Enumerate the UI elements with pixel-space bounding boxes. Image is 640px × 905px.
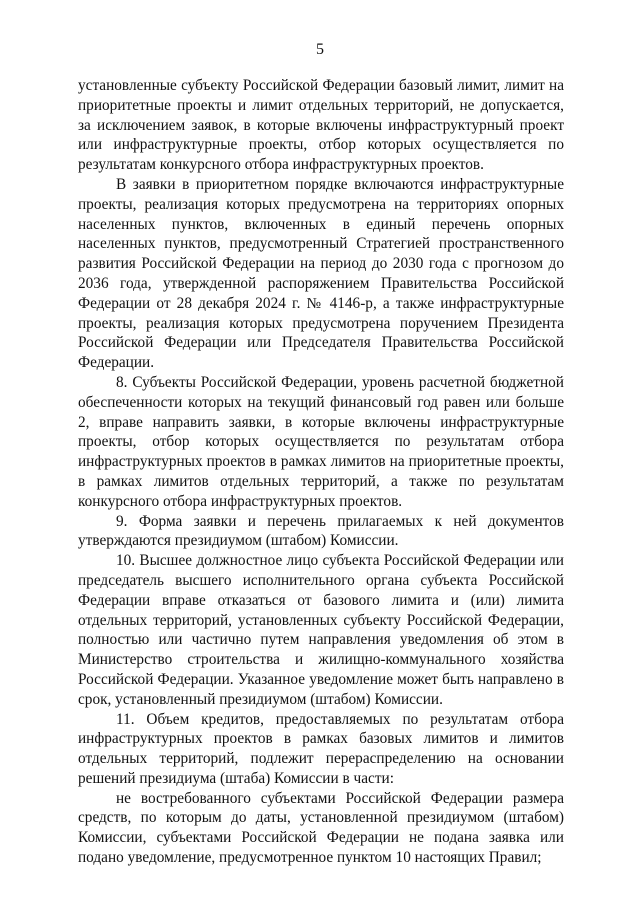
paragraph-item-9: 9. Форма заявки и перечень прилагаемых к ней документов утверждаются президиумом (штабом) Комиссии. [78, 512, 564, 550]
paragraph-item-10: 10. Высшее должностное лицо субъекта Российской Федерации или председатель высшего исполнительного органа субъекта Российской Федерации вправе отказаться от базового лимита и (или) лимита отдельных территорий, установленных субъекту Российской Федерации, полностью или частично путем направления уведомления об этом в Министерство строительства и жилищно-коммунального хозяйства Российской Федерации. Указанное уведомление может быть направлено в срок, установленный президиумом (штабом) Комиссии. [78, 552, 564, 708]
paragraph-priority-projects: В заявки в приоритетном порядке включаются инфраструктурные проекты, реализация которых предусмотрена на территориях опорных населенных пунктов, включенных в единый перечень опорных населенных пунктов, предусмотренный Стратегией пространственного развития Российской Федерации на период до 2030 года с прогнозом до 2036 года, утвержденной распоряжением Правительства Российской Федерации от 28 декабря 2024 г. № 4146-р, а также инфраструктурные проекты, реализация которых предусмотрена поручением Президента Российской Федерации или Председателя Правительства Российской Федерации. [78, 175, 564, 372]
document-body [78, 76, 564, 868]
paragraph-continuation: установленные субъекту Российской Федерации базовый лимит, лимит на приоритетные проекты и лимит отдельных территорий, не допускается, за исключением заявок, в которые включены инфраструктурный проект или инфраструктурные проекты, отбор которых осуществляется по результатам конкурсного отбора инфраструктурных проектов. [78, 77, 564, 174]
paragraph-item-11: 11. Объем кредитов, предоставляемых по результатам отбора инфраструктурных проектов в рамках базовых лимитов и лимитов отдельных территорий, подлежит перераспределению на основании решений президиума (штаба) Комиссии в части: [78, 710, 564, 787]
paragraph-item-8: 8. Субъекты Российской Федерации, уровень расчетной бюджетной обеспеченности которых на текущий финансовый год равен или больше 2, вправе направить заявки, в которые включены инфраструктурные проекты, отбор которых осуществляется по результатам отбора инфраструктурных проектов в рамках лимитов на приоритетные проекты, в рамках лимитов отдельных территорий, а также по результатам конкурсного отбора инфраструктурных проектов. [78, 373, 564, 510]
page-number: 5 [316, 41, 324, 58]
paragraph-item-11-subclause: не востребованного субъектами Российской Федерации размера средств, по которым до даты, установленной президиумом (штабом) Комиссии, субъектами Российской Федерации не подана заявка или подано уведомление, предусмотренное пунктом 10 настоящих Правил; [78, 789, 564, 867]
